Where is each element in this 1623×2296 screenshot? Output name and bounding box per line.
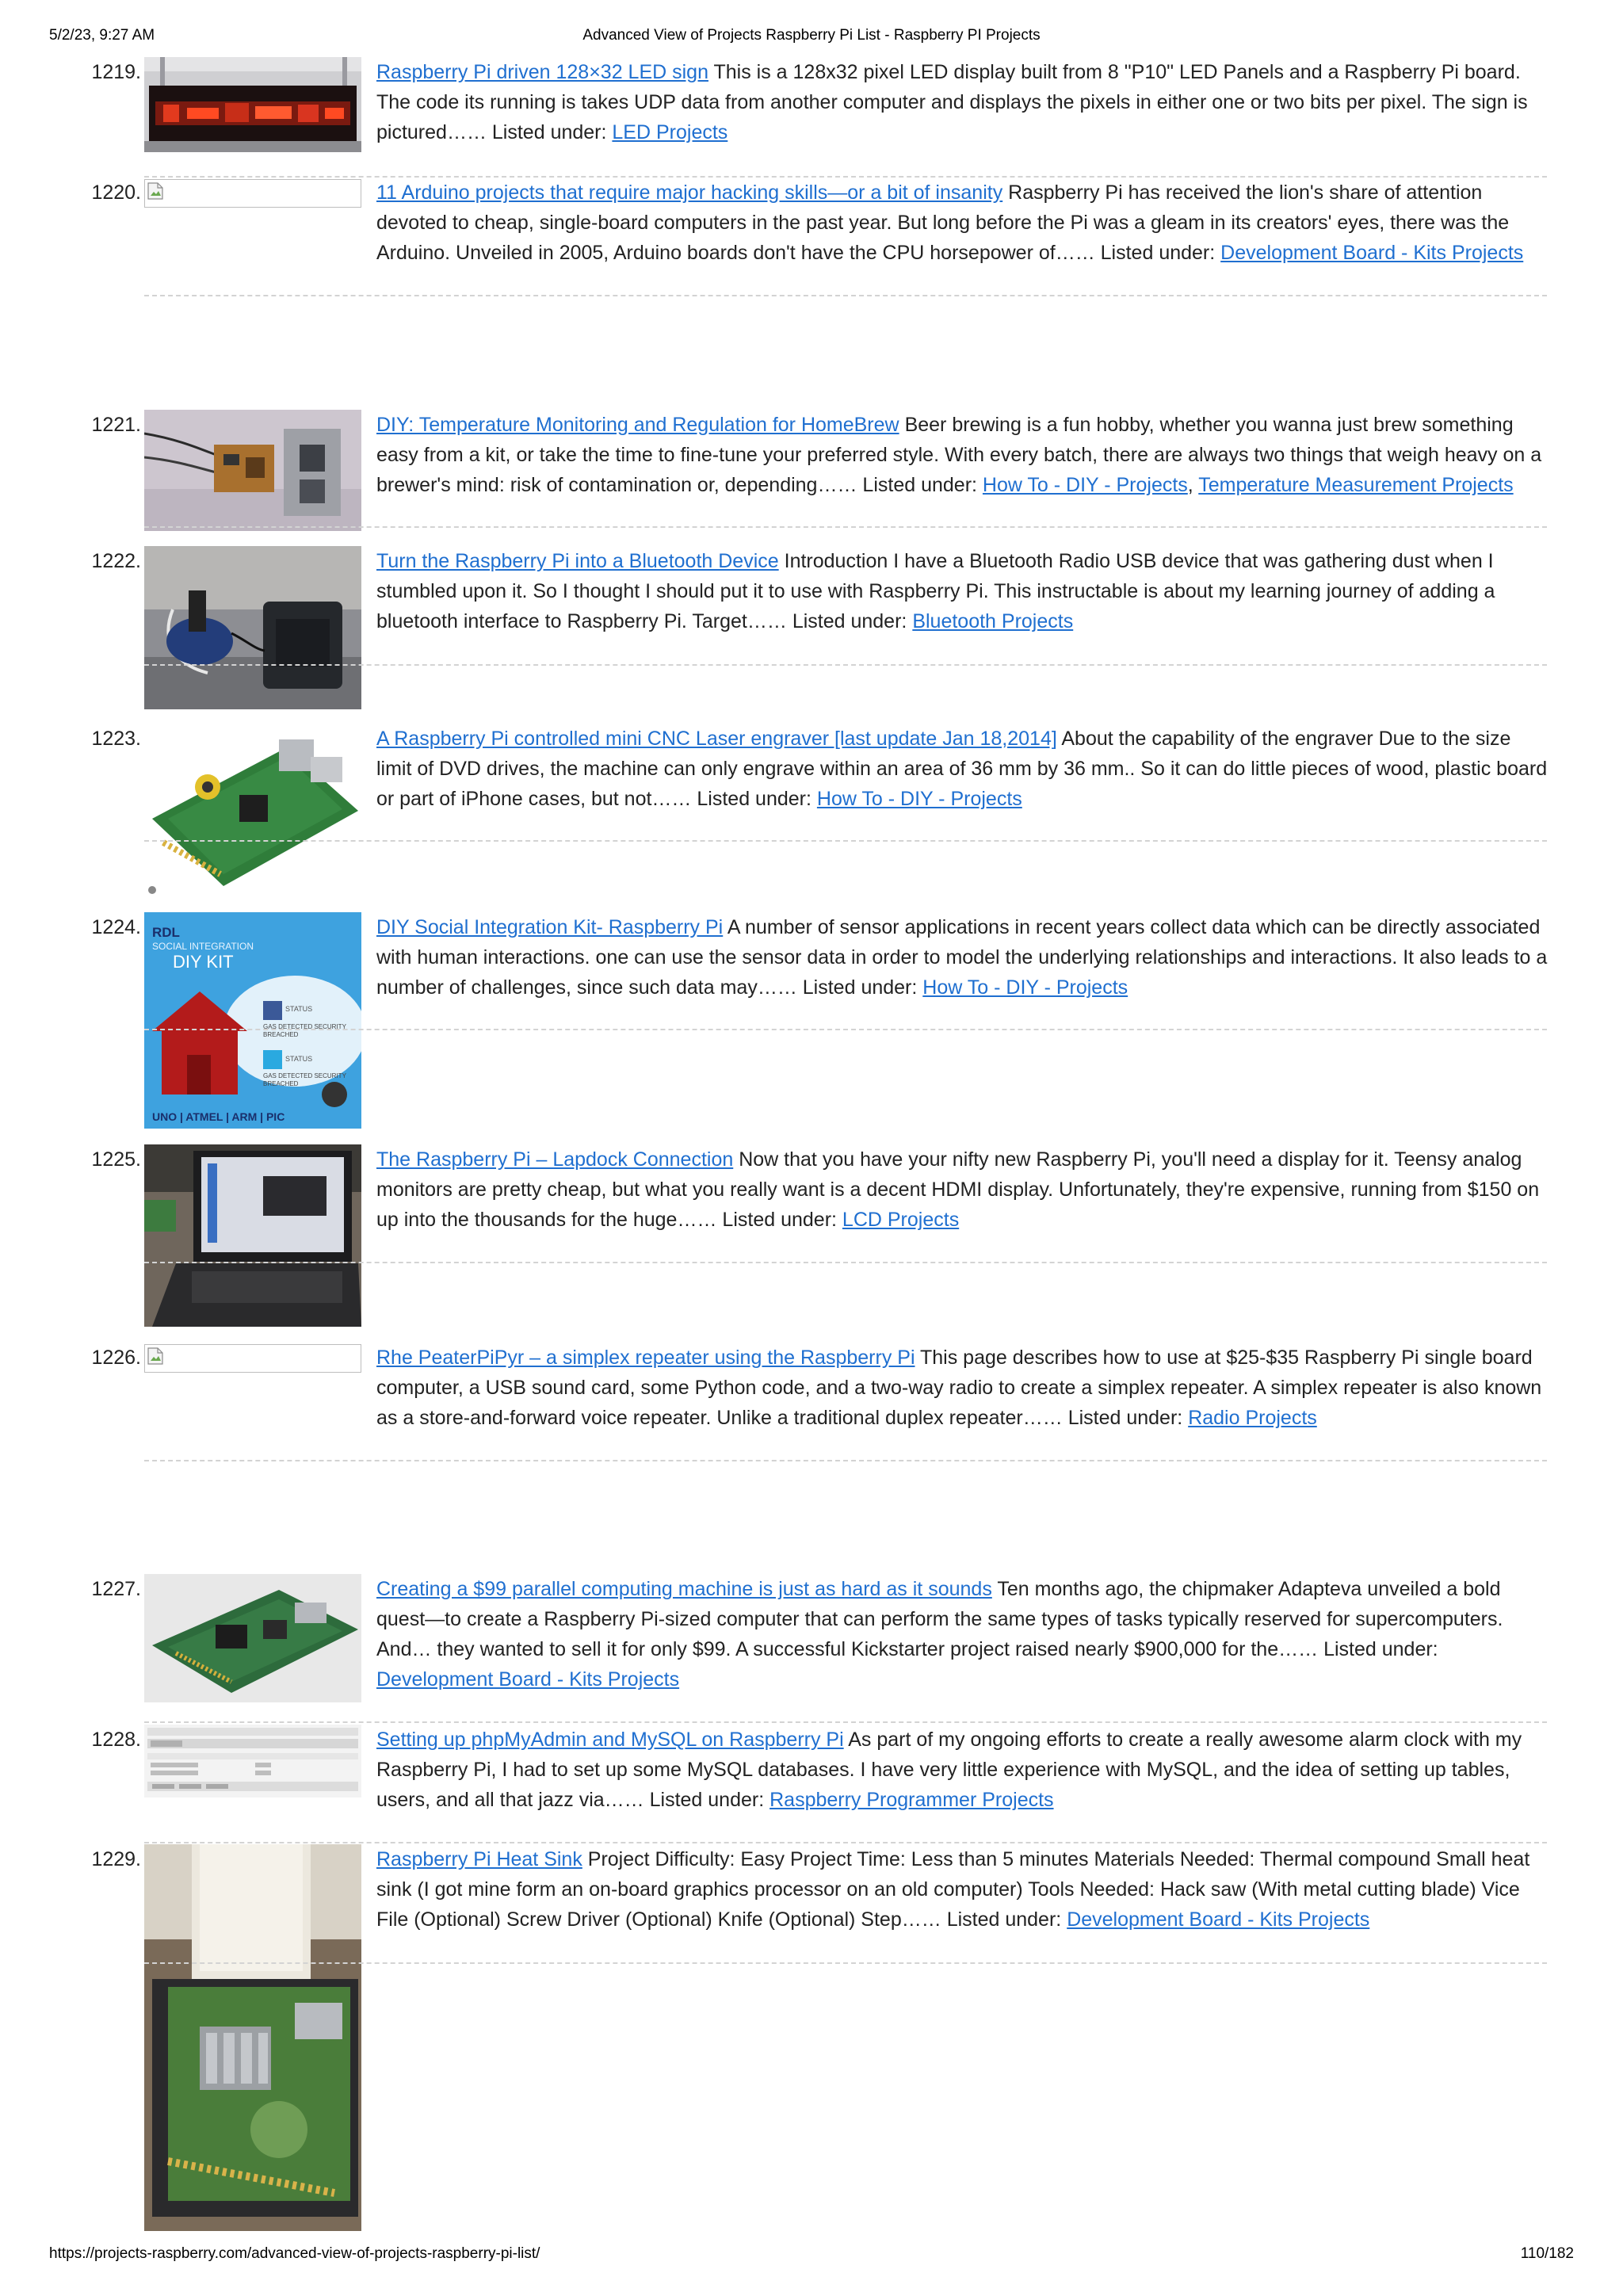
item-thumbnail-parallella[interactable]: [144, 1574, 361, 1702]
project-description: Project Difficulty: Easy Project Time: Less than 5 minutes Materials Needed: Thermal compound Small heat sink (I got mine form an on-board graphics processor on an old computer) Tools Needed: Hack saw (With metal cutting blade) Vice File (Optional) Screw Driver (Optional) Knife (Optional) Step……: [376, 1848, 1530, 1931]
project-description: A number of sensor applications in recent years collect data which can be directly associated with human interactions. one can use the sensor data in order to model the underlying relationships and interactions. It also leads to a number of challenges, since such data may……: [376, 916, 1548, 999]
category-link[interactable]: Radio Projects: [1188, 1407, 1317, 1429]
thumb-brand: RDL: [152, 925, 180, 940]
item-thumbnail-led-sign[interactable]: [144, 57, 361, 152]
item-number: 1227.: [91, 1578, 141, 1600]
project-description: Ten months ago, the chipmaker Adapteva unveiled a bold quest—to create a Raspberry Pi-sized computer that can perform the same types of tasks typically reserved for supercomputers. And… they wanted to sell it for only $99. A successful Kickstarter project raised nearly $900,000 for the……: [376, 1578, 1503, 1660]
category-link[interactable]: Development Board - Kits Projects: [1220, 242, 1524, 264]
item-number: 1228.: [91, 1729, 141, 1751]
listed-under-label: Listed under:: [491, 121, 607, 143]
item-divider: [144, 1262, 1547, 1263]
item-divider: [144, 1721, 1547, 1723]
project-title-link[interactable]: Creating a $99 parallel computing machine is just as hard as it sounds: [376, 1578, 992, 1600]
print-header: [49, 27, 1574, 49]
thumb-alert-2: GAS DETECTED SECURITY BREACHED: [263, 1072, 346, 1087]
project-title-link[interactable]: Setting up phpMyAdmin and MySQL on Raspberry Pi: [376, 1729, 844, 1751]
item-body: [376, 724, 1548, 814]
item-thumbnail-cnc-laser[interactable]: [144, 724, 361, 898]
item-number: 1221.: [91, 414, 141, 436]
category-link[interactable]: Development Board - Kits Projects: [1067, 1908, 1370, 1931]
listed-under-label: Listed under:: [649, 1789, 765, 1811]
bluetooth-device-image: [144, 546, 361, 709]
project-description: This page describes how to use at $25-$35 Raspberry Pi single board computer, a USB sound card, some Python code, and a two-way radio to create a simplex repeater. A simplex repeater is also known as a store-and-forward voice repeater. Unlike a traditional duplex repeater……: [376, 1347, 1542, 1429]
item-number: 1222.: [91, 550, 141, 572]
item-number: 1223.: [91, 728, 141, 750]
listed-under-label: Listed under:: [792, 610, 907, 632]
category-link[interactable]: LCD Projects: [842, 1209, 960, 1231]
item-thumbnail-heat-sink[interactable]: [144, 1844, 361, 2231]
item-number: 1220.: [91, 181, 141, 204]
item-body: DIY: Temperature Monitoring and Regulation for HomeBrew Beer brewing is a fun hobby, whether you wanna just brew something easy from a kit, or take the time to fine-tune your preferred style. With every batch, there are always two things that weigh heavy on a brewer's mind: risk of contamination or, depending…… Listed under: How To - DIY - Projects, Temperature Measurement Projects: [376, 414, 1542, 496]
item-divider: [144, 1460, 1547, 1461]
listed-under-label: Listed under:: [946, 1908, 1062, 1931]
temperature-board-image: [144, 410, 361, 531]
project-description: Beer brewing is a fun hobby, whether you wanna just brew something easy from a kit, or take the time to fine-tune your preferred style. With every batch, there are always two things that weigh heavy on a brewer's mind: risk of contamination or, depending……: [376, 414, 1542, 496]
listed-under-label: Listed under:: [1100, 242, 1216, 264]
category-link[interactable]: Raspberry Programmer Projects: [769, 1789, 1054, 1811]
listed-under-label: Listed under:: [802, 976, 918, 999]
listed-under-label: Listed under:: [722, 1209, 837, 1231]
project-title-link[interactable]: Raspberry Pi driven 128×32 LED sign: [376, 61, 708, 83]
listed-under-label: Listed under:: [697, 788, 812, 810]
category-link[interactable]: Development Board - Kits Projects: [376, 1668, 680, 1690]
project-description: This is a 128x32 pixel LED display built from 8 "P10" LED Panels and a Raspberry Pi board. The code its running is takes UDP data from another computer and displays the pixels in either one or two bits per pixel. The sign is pictured……: [376, 61, 1528, 143]
item-divider: [144, 1842, 1547, 1843]
item-thumbnail-lapdock[interactable]: [144, 1144, 361, 1327]
item-thumbnail-broken[interactable]: [144, 1344, 361, 1373]
project-title-link[interactable]: Turn the Raspberry Pi into a Bluetooth Device: [376, 550, 779, 572]
item-thumbnail-broken[interactable]: [144, 179, 361, 208]
print-page-number: 110/182: [1520, 2245, 1574, 2262]
item-body: [376, 546, 1548, 636]
item-body: [376, 1343, 1548, 1433]
thumb-bottom-caption: UNO | ATMEL | ARM | PIC: [152, 1110, 285, 1123]
thumb-line1: SOCIAL INTEGRATION: [152, 941, 254, 952]
broken-image-icon: [147, 181, 164, 201]
project-description: About the capability of the engraver Due to the size limit of DVD drives, the machine can only engrave within an area of 36 mm by 36 mm.. So it can do little pieces of wood, plastic board or part of iPhone cases, but not……: [376, 728, 1548, 810]
print-url: https://projects-raspberry.com/advanced-view-of-projects-raspberry-pi-list/: [49, 2245, 540, 2262]
thumb-alert-1: GAS DETECTED SECURITY BREACHED: [263, 1023, 346, 1038]
project-title-link[interactable]: The Raspberry Pi – Lapdock Connection: [376, 1148, 734, 1171]
category-link[interactable]: How To - DIY - Projects: [922, 976, 1128, 999]
project-title-link[interactable]: 11 Arduino projects that require major hacking skills—or a bit of insanity: [376, 181, 1003, 204]
item-divider: [144, 526, 1547, 528]
item-body: [376, 1844, 1548, 1935]
item-number: 1224.: [91, 916, 141, 938]
category-link[interactable]: LED Projects: [612, 121, 728, 143]
project-title-link[interactable]: DIY: Temperature Monitoring and Regulation for HomeBrew: [376, 414, 899, 436]
thumb-status-1: STATUS: [285, 1005, 313, 1013]
item-number: 1229.: [91, 1848, 141, 1870]
item-number: 1226.: [91, 1347, 141, 1369]
raspberry-pi-board-image: [144, 724, 361, 898]
project-title-link[interactable]: A Raspberry Pi controlled mini CNC Laser engraver [last update Jan 18,2014]: [376, 728, 1057, 750]
listed-under-label: Listed under:: [1323, 1638, 1438, 1660]
broken-image-icon: [147, 1347, 164, 1366]
item-body: [376, 912, 1548, 1003]
project-title-link[interactable]: DIY Social Integration Kit- Raspberry Pi: [376, 916, 724, 938]
category-link[interactable]: How To - DIY - Projects: [982, 474, 1188, 496]
item-thumbnail-phpmyadmin[interactable]: [144, 1725, 361, 1797]
thumb-status-2: STATUS: [285, 1055, 313, 1063]
item-body: [376, 178, 1548, 268]
listed-under-label: Listed under:: [1067, 1407, 1183, 1429]
item-number: 1219.: [91, 61, 141, 83]
project-description: Introduction I have a Bluetooth Radio USB device that was gathering dust when I stumbled upon it. So I thought I should put it to use with Raspberry Pi. This instructable is about my learning journey of adding a bluetooth interface to Raspberry Pi. Target……: [376, 550, 1495, 632]
item-divider: [144, 295, 1547, 296]
item-body: [376, 57, 1548, 147]
item-divider: [144, 1029, 1547, 1030]
category-link[interactable]: How To - DIY - Projects: [816, 788, 1022, 810]
project-description: Now that you have your nifty new Raspberry Pi, you'll need a display for it. Teensy analog monitors are pretty cheap, but what you really want is a decent HDMI display. Unfortunately, they're expensive, running from $150 on up into the thousands for the huge……: [376, 1148, 1540, 1231]
item-body: [376, 1574, 1548, 1694]
category-link[interactable]: Bluetooth Projects: [912, 610, 1074, 632]
print-datetime: 5/2/23, 9:27 AM: [49, 27, 155, 44]
parallel-computer-image: [144, 1574, 361, 1702]
project-description: Raspberry Pi has received the lion's share of attention devoted to cheap, single-board computers in the past year. But long before the Pi was a gleam in its creators' eyes, there was the Arduino. Unveiled in 2005, Arduino boards don't have the CPU horsepower of……: [376, 181, 1510, 264]
item-body: [376, 1725, 1548, 1815]
print-page-title: Advanced View of Projects Raspberry Pi List - Raspberry PI Projects: [582, 27, 1041, 44]
project-description: As part of my ongoing efforts to create a really awesome alarm clock with my Raspberry Pi, I had to set up some MySQL databases. I have very little experience with MySQL, and the idea of setting up tables, users, and all that jazz via……: [376, 1729, 1522, 1811]
project-title-link[interactable]: Raspberry Pi Heat Sink: [376, 1848, 582, 1870]
project-title-link[interactable]: Rhe PeaterPiPyr – a simplex repeater using the Raspberry Pi: [376, 1347, 915, 1369]
heat-sink-image: [144, 1844, 361, 2231]
led-sign-image: [144, 57, 361, 152]
phpmyadmin-screenshot: [144, 1725, 361, 1797]
item-number: 1225.: [91, 1148, 141, 1171]
listed-under-label: Listed under:: [862, 474, 977, 496]
item-divider: [144, 1962, 1547, 1964]
category-link[interactable]: Temperature Measurement Projects: [1198, 474, 1514, 496]
item-divider: [144, 840, 1547, 842]
item-thumbnail-social-kit[interactable]: [144, 912, 361, 1129]
item-thumbnail-bluetooth[interactable]: [144, 546, 361, 709]
thumb-line2: DIY KIT: [173, 952, 234, 972]
item-thumbnail-homebrew[interactable]: [144, 410, 361, 531]
item-divider: [144, 664, 1547, 666]
lapdock-image: [144, 1144, 361, 1327]
print-footer: [49, 2245, 1574, 2267]
item-body: [376, 1144, 1548, 1235]
